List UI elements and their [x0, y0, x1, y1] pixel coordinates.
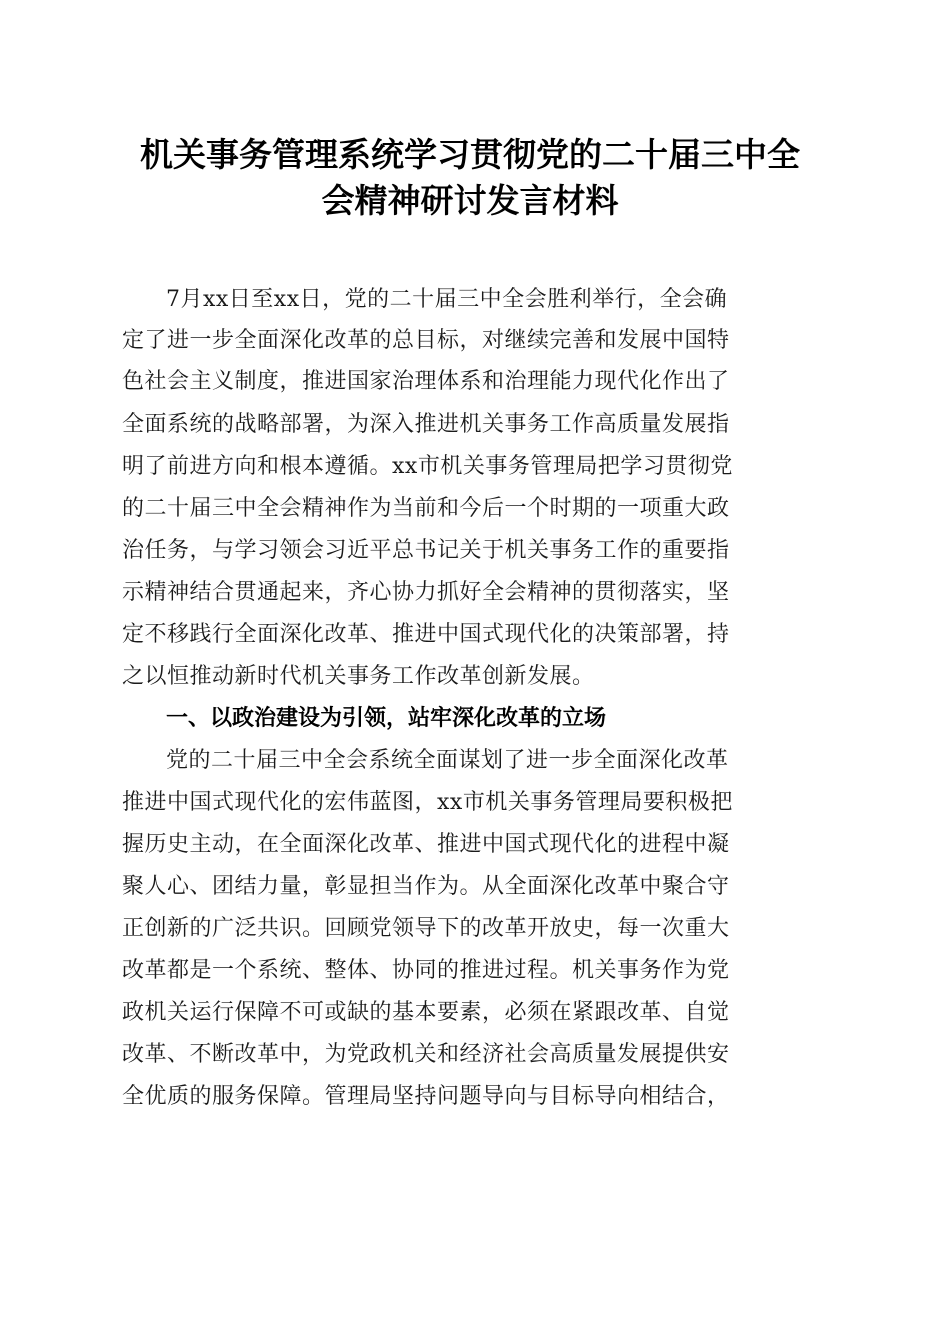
title-line: 机关事务管理系统学习贯彻党的二十届三中全 [140, 135, 800, 174]
text-line: 政机关运行保障不可或缺的基本要素，必须在紧跟改革、自觉 [122, 1000, 730, 1025]
text-line: 聚人心、团结力量，彰显担当作为。从全面深化改革中聚合守 [122, 874, 730, 899]
text-line: 全优质的服务保障。管理局坚持问题导向与目标导向相结合， [122, 1084, 730, 1109]
text-line: 色社会主义制度，推进国家治理体系和治理能力现代化作出了 [122, 369, 730, 394]
text-line: 改革都是一个系统、整体、协同的推进过程。机关事务作为党 [122, 958, 730, 983]
title-line: 会精神研讨发言材料 [321, 181, 619, 220]
text-line: 正创新的广泛共识。回顾党领导下的改革开放史，每一次重大 [122, 916, 730, 941]
text-line: 明了前进方向和根本遵循。xx市机关事务管理局把学习贯彻党 [122, 454, 733, 479]
text-line: 定了进一步全面深化改革的总目标，对继续完善和发展中国特 [122, 328, 730, 353]
text-line: 握历史主动，在全面深化改革、推进中国式现代化的进程中凝 [122, 832, 730, 857]
text-line: 的二十届三中全会精神作为当前和今后一个时期的一项重大政 [122, 496, 730, 521]
text-line: 党的二十届三中全会系统全面谋划了进一步全面深化改革 [166, 748, 729, 773]
text-line: 示精神结合贯通起来，齐心协力抓好全会精神的贯彻落实，坚 [122, 580, 730, 605]
text-line: 定不移践行全面深化改革、推进中国式现代化的决策部署，持 [122, 622, 730, 647]
text-line: 治任务，与学习领会习近平总书记关于机关事务工作的重要指 [122, 538, 730, 563]
text-line: 之以恒推动新时代机关事务工作改革创新发展。 [122, 664, 595, 689]
section-heading: 一、以政治建设为引领，站牢深化改革的立场 [166, 706, 607, 731]
text-line: 7月xx日至xx日，党的二十届三中全会胜利举行，全会确 [166, 287, 728, 312]
document-title [100, 132, 840, 224]
text-line: 改革、不断改革中，为党政机关和经济社会高质量发展提供安 [122, 1042, 730, 1067]
text-line: 推进中国式现代化的宏伟蓝图，xx市机关事务管理局要积极把 [122, 790, 733, 815]
text-line: 全面系统的战略部署，为深入推进机关事务工作高质量发展指 [122, 412, 730, 437]
